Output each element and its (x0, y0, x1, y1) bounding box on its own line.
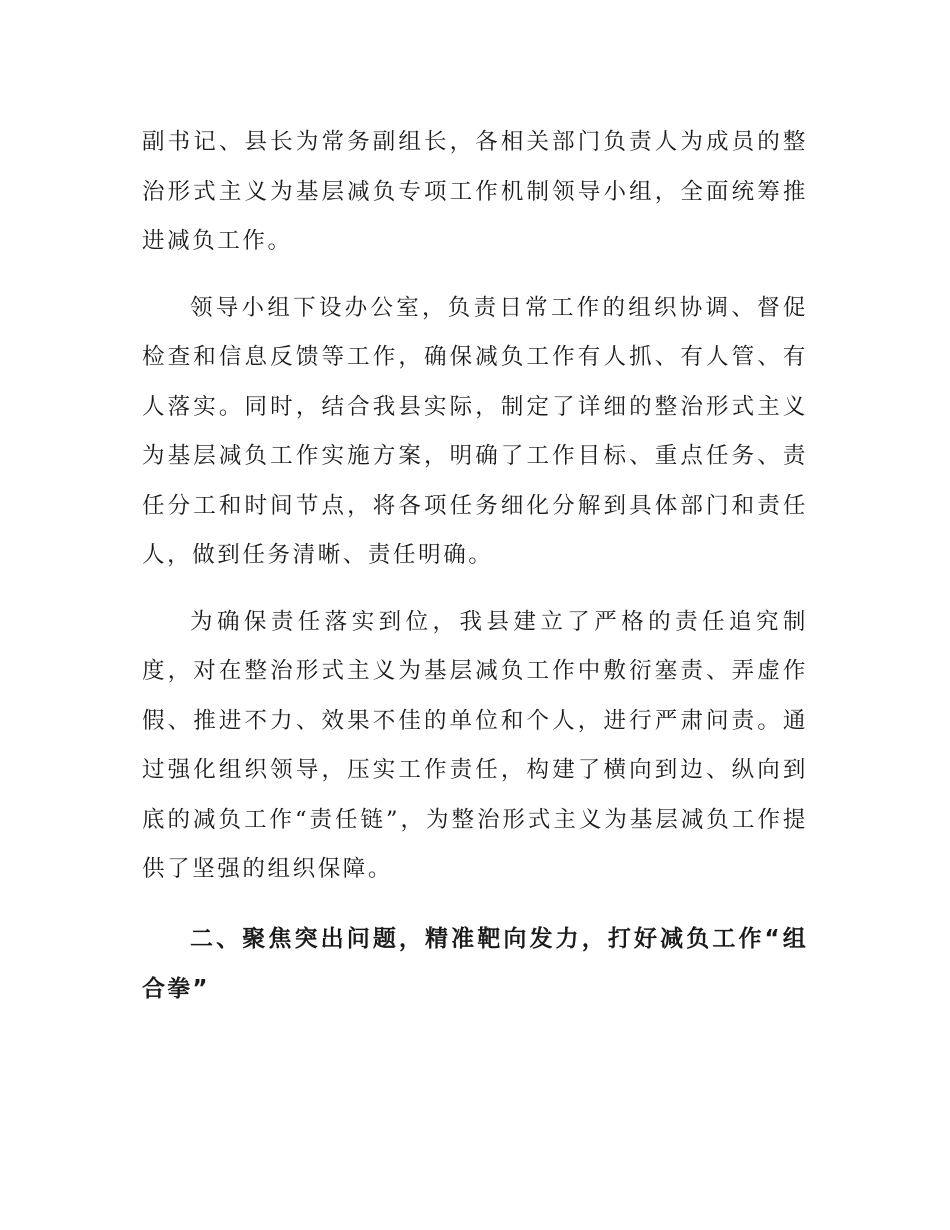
paragraph-leading-group-office: 领导小组下设办公室，负责日常工作的组织协调、督促检查和信息反馈等工作，确保减负工作有人抓、有人管、有人落实。同时，结合我县实际，制定了详细的整治形式主义为基层减负工作实施方案，明确了工作目标、重点任务、责任分工和时间节点，将各项任务细化分解到具体部门和责任人，做到任务清晰、责任明确。 (142, 294, 808, 568)
paragraph-continuation: 副书记、县长为常务副组长，各相关部门负责人为成员的整治形式主义为基层减负专项工作机制领导小组，全面统筹推进减负工作。 (142, 129, 808, 254)
section-heading: 二、聚焦突出问题，精准靶向发力，打好减负工作“组合拳” (142, 925, 808, 1002)
document-page (142, 118, 808, 1014)
paragraph-accountability: 为确保责任落实到位，我县建立了严格的责任追究制度，对在整治形式主义为基层减负工作中敷衍塞责、弄虚作假、推进不力、效果不佳的单位和个人，进行严肃问责。通过强化组织领导，压实工作责任，构建了横向到边、纵向到底的减负工作“责任链”，为整治形式主义为基层减负工作提供了坚强的组织保障。 (142, 608, 808, 882)
